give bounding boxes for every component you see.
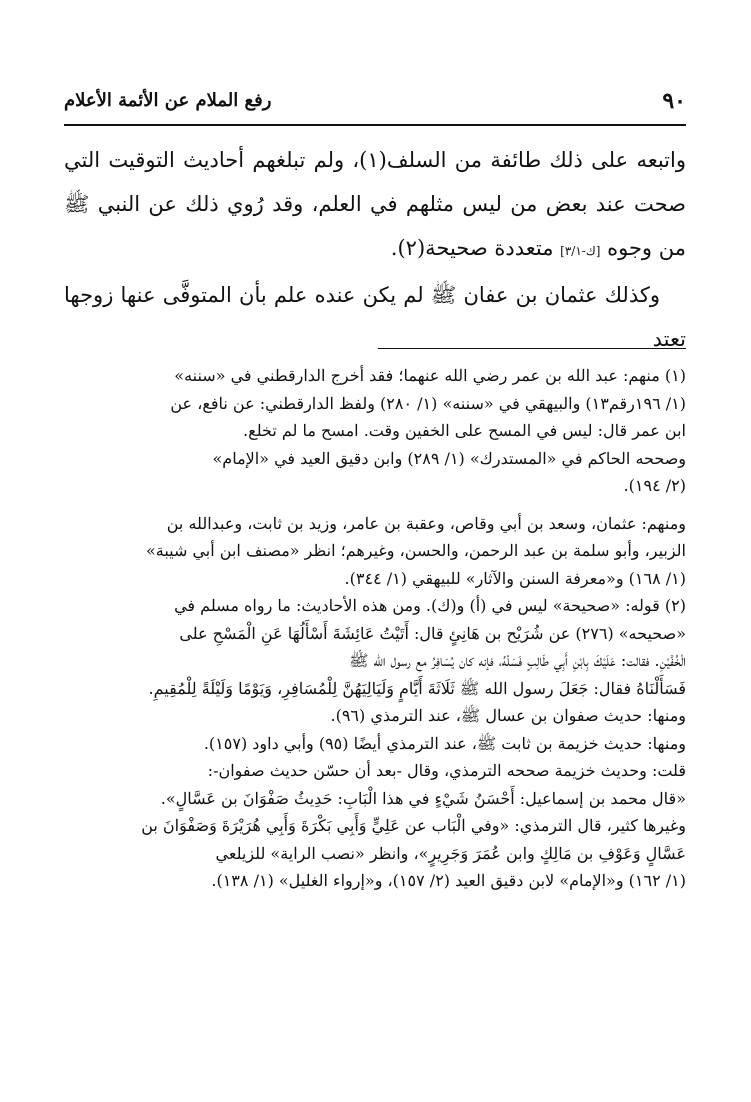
manuscript-marker: [ك-٣/١] <box>560 244 601 258</box>
footnote-line: وغيرها كثير، قال الترمذي: «وفي الْبَاب عن عَلِيٍّ وَأَبِي بَكْرَةَ وَأَبِي هُرَيْرَةَ وَصَفْوَانَ بن <box>141 816 686 835</box>
footnote-line: قلت: وحديث خزيمة صححه الترمذي، وقال -بعد أن حسّن حديث صفوان-: <box>207 761 686 780</box>
footnote-line: عَسَّالٍ وَعَوْفِ بن مَالِكٍ وابن عُمَرَ وَجَرِيرٍ»، وانظر «نصب الراية» للزيلعي <box>215 843 686 863</box>
paragraph-1 <box>64 138 686 273</box>
footnote-line: «صحيحه» (٢٧٦) عن شُرَيْح بن هَانِئٍ قال: أَتَيْتُ عَائِشَةَ أَسْأَلُهَا عَنِ الْمَسْحِ على <box>179 623 686 643</box>
text-line: وجوه <box>607 236 653 260</box>
footnote-line: ومنها: حديث صفوان بن عسال ﷺ، عند الترمذي (٩٦). <box>330 706 686 725</box>
footnotes <box>64 362 686 895</box>
footnote-line: (٢) قوله: «صحيحة» ليس في (أ) و(ك). ومن هذه الأحاديث: ما رواه مسلم في <box>174 596 686 615</box>
footnote-line: (١/ ١٦٢) و«الإمام» لابن دقيق العيد (٢/ ١٥٧)، و«إرواء الغليل» (١/ ١٣٨). <box>211 871 686 890</box>
footnote-line: (٢/ ١٩٤). <box>623 476 686 495</box>
footnote-line: (١/ ١٩٦رقم١٣) والبيهقي في «سننه» (١/ ٢٨٠) ولفظ الدارقطني: عن نافع، عن <box>170 393 686 413</box>
text-line: واتبعه على ذلك طائفة من السلف(١)، ولم تبلغهم أحاديث التوقيت التي <box>64 148 686 172</box>
main-text <box>64 138 686 361</box>
footnote-line: ومنها: حديث خزيمة بن ثابت ﷺ، عند الترمذي أيضًا (٩٥) وأبي داود (١٥٧). <box>203 733 686 753</box>
footnote-1 <box>64 362 686 500</box>
footnote-line: «قال محمد بن إسماعيل: أَحْسَنُ شَيْءٍ في هذا الْبَابِ: حَدِيثُ صَفْوَانَ بن عَسَّالٍ». <box>160 788 686 808</box>
page-header <box>64 88 686 126</box>
text-line: صحت عند بعض من ليس مثلهم في العلم، وقد رُوي ذلك عن النبي ﷺ من <box>64 192 686 260</box>
running-title: رفع الملام عن الأئمة الأعلام <box>64 90 272 111</box>
footnote-line: (١) منهم: عبد الله بن عمر رضي الله عنهما؛ فقد أخرج الدارقطني في «سننه» <box>174 366 686 385</box>
footnote-line: فَسَأَلْنَاهُ فقال: جَعَلَ رسول الله ﷺ ثَلَاثَةَ أَيَّامٍ وَلَيَالِيَهُنَّ لِلْمُسَافِرِ، وَيَوْمًا وَلَيْلَةً لِلْمُقِيمِ. <box>148 678 686 698</box>
page-number: ٩٠ <box>662 88 686 114</box>
text-line: وكذلك عثمان بن عفان ﷺ لم يكن عنده علم بأن المتوفَّى عنها زوجها تعتد <box>64 283 686 351</box>
footnote-line: ومنهم: عثمان، وسعد بن أبي وقاص، وعقبة بن عامر، وزيد بن ثابت، وعبدالله بن <box>166 513 686 533</box>
footnote-line: الْخُفَّيْنِ. فقالت: عَلَيْكَ بِابْنِ أَبِي طَالِبٍ فَسَلْهُ، فإنه كان يُسَافِرُ مع رسول الله ﷺ <box>349 651 686 670</box>
text-line: متعددة صحيحة(٢). <box>390 236 554 260</box>
footnote-line: وصححه الحاكم في «المستدرك» (١/ ٢٨٩) وابن دقيق العيد في «الإمام» <box>212 448 686 468</box>
footnote-line: الزبير، وأبو سلمة بن عبد الرحمن، والحسن، وغيرهم؛ انظر «مصنف ابن أبي شيبة» <box>145 541 686 560</box>
footnote-line: (١/ ١٦٨) و«معرفة السنن والآثار» للبيهقي (١/ ٣٤٤). <box>344 568 686 588</box>
footnote-1-continued <box>64 510 686 593</box>
footnote-separator <box>378 348 686 349</box>
footnote-2 <box>64 592 686 895</box>
footnote-line: ابن عمر قال: ليس في المسح على الخفين وقت. امسح ما لم تخلع. <box>243 421 686 440</box>
